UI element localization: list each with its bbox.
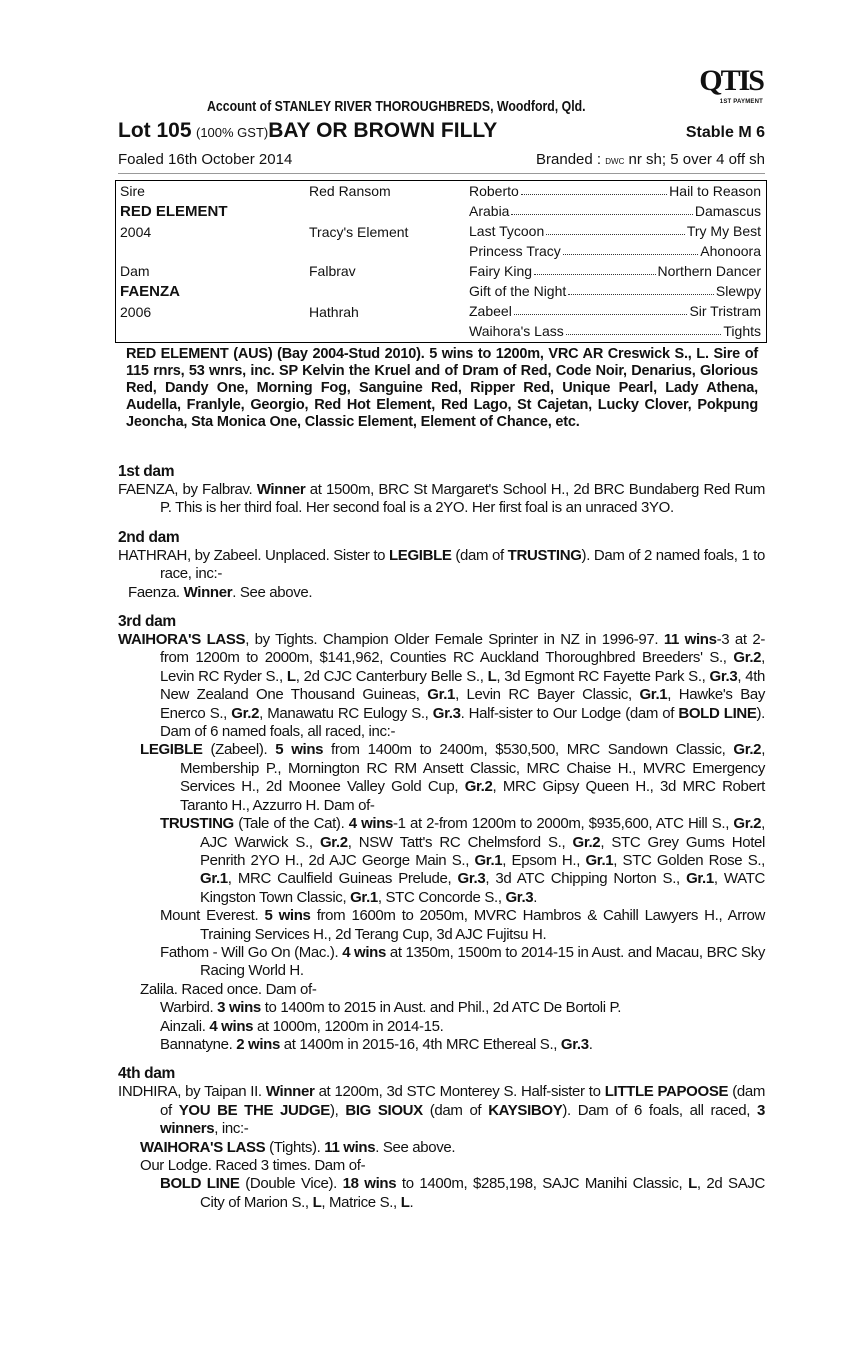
pedigree-entry <box>118 815 765 907</box>
entry-text: , STC Concorde S., <box>377 888 506 906</box>
ancestor-sire: Slewpy <box>715 283 761 299</box>
sire-name: RED ELEMENT <box>120 203 228 220</box>
lot-line <box>118 119 765 145</box>
dam-section <box>118 1064 765 1212</box>
bold-text: 4 wins <box>348 815 394 833</box>
entry-text: ). Dam of 2 named foals, 1 to race, inc:- <box>160 546 765 583</box>
bold-text: 5 wins <box>264 907 311 925</box>
ancestor-name: Fairy King <box>469 263 533 279</box>
bold-text: 4 wins <box>209 1017 254 1035</box>
entry-text: , Levin RC Ryder S., <box>160 649 765 685</box>
divider <box>118 173 765 174</box>
bold-text: L <box>286 667 296 685</box>
entry-text: from 1400m to 2400m, $530,500, MRC Sandown Classic, <box>323 741 734 759</box>
entry-text: . See above. <box>232 583 313 601</box>
bold-text: Winner <box>256 481 306 498</box>
entry-text: , MRC Gipsy Queen H., 3d MRC Robert Taranto H., Azzurro H. Dam of- <box>180 778 765 814</box>
qtis-logo <box>683 64 763 106</box>
gst-note: (100% GST) <box>195 125 269 140</box>
entry-text: , AJC Warwick S., <box>200 815 765 851</box>
bold-text: Gr.3 <box>505 888 534 906</box>
bold-text: TRUSTING <box>507 546 582 564</box>
entry-text: , Membership P., Mornington RC RM Ansett Classic, MRC Chaise H., MVRC Emergency Services H., 2d Moonee Valley Gold Cup, <box>180 741 766 796</box>
lot-description: BAY OR BROWN FILLY <box>268 119 498 142</box>
bold-text: Gr.3 <box>560 1035 589 1053</box>
dam-sire: Falbrav <box>309 263 356 279</box>
dot-leader <box>546 221 685 235</box>
entry-text: , 2d CJC Canterbury Belle S., <box>295 667 488 685</box>
logo-subtext: 1ST PAYMENT <box>719 99 763 105</box>
pedigree-entry <box>118 1036 765 1054</box>
branded-info <box>536 151 765 171</box>
entry-text: , Matrice S., <box>321 1193 401 1211</box>
entry-text: Zalila. Raced once. Dam of- <box>140 980 317 998</box>
sire-dam: Tracy's Element <box>309 224 409 240</box>
bold-text: Gr.1 <box>585 851 614 869</box>
branded-text: nr sh; 5 over 4 off sh <box>628 151 765 168</box>
brand-mark: DWC <box>605 157 625 166</box>
sire-summary: RED ELEMENT (AUS) (Bay 2004-Stud 2010). 5 wins to 1200m, VRC AR Creswick S., L. Sire of 115 rnrs, 53 wnrs, inc. SP Kelvin the Kruel and of Dram of Red, Code Noir, Denarius, Glorious Red, Dandy One, Morning Fog, Sanguine Red, Ripper Red, Unique Pearl, Lady Athena, Audella, Franlyle, Georgio, Red Hot Element, Red Lago, St Cajetan, Lucky Clover, Pokpung Jeoncha, Sta Monica One, Classic Element, Element of Chance, etc. <box>126 346 758 430</box>
bold-text: 3 winners <box>160 1101 765 1138</box>
entry-text: , 2d SAJC City of Marion S., <box>200 1175 765 1211</box>
ancestor-name: Gift of the Night <box>469 283 567 299</box>
bold-text: L <box>688 1175 697 1193</box>
entry-text: Faenza. <box>128 583 184 601</box>
entry-text: at 1000m, 1200m in 2014-15. <box>253 1017 444 1035</box>
entry-text: , 4th New Zealand One Thousand Guineas, <box>160 667 766 704</box>
entry-text: , WATC Kingston Town Classic, <box>200 870 765 906</box>
bold-text: L <box>487 667 497 685</box>
dot-leader <box>566 321 722 335</box>
dot-leader <box>521 181 667 195</box>
entry-text: ). Dam of 6 foals, all raced, <box>562 1101 757 1119</box>
bold-text: WAIHORA'S LASS <box>118 631 246 649</box>
section-heading: 2nd dam <box>118 528 180 546</box>
pedigree-ancestor <box>469 321 761 341</box>
entry-text: (dam of <box>160 1083 766 1119</box>
entry-text: Our Lodge. Raced 3 times. Dam of- <box>140 1157 366 1174</box>
ancestor-name: Roberto <box>469 183 519 199</box>
dot-leader <box>511 201 692 215</box>
entry-text: HATHRAH, by Zabeel. Unplaced. Sister to <box>118 546 389 564</box>
dam-name: FAENZA <box>120 283 180 300</box>
vendor-account: Account of STANLEY RIVER THOROUGHBREDS, Woodford, Qld. <box>207 98 586 115</box>
entry-text: to 1400m to 2015 in Aust. and Phil., 2d ATC De Bortoli P. <box>260 999 622 1017</box>
ancestor-sire: Damascus <box>694 203 761 219</box>
entry-text: ). Dam of 6 named foals, all raced, inc:- <box>160 704 765 741</box>
ancestor-sire: Hail to Reason <box>669 183 761 199</box>
ancestor-name: Zabeel <box>469 303 512 319</box>
pedigree-entry <box>118 1175 765 1212</box>
pedigree-ancestor <box>469 241 761 261</box>
sire-year: 2004 <box>120 224 152 240</box>
bold-text: Gr.1 <box>350 888 378 906</box>
bold-text: Gr.2 <box>733 741 762 759</box>
entry-text: , STC Grey Gums Hotel Penrith 2YO H., 2d AJC George Main S., <box>200 833 765 869</box>
pedigree-ancestor <box>469 221 761 241</box>
entry-text: Fathom - Will Go On (Mac.). <box>160 943 343 961</box>
entry-text: . <box>409 1193 414 1211</box>
entry-text: at 1400m in 2015-16, 4th MRC Ethereal S., <box>279 1035 561 1053</box>
entry-text: . <box>533 888 538 906</box>
bold-text: Gr.1 <box>200 870 228 888</box>
ancestor-sire: Tights <box>723 323 761 339</box>
section-heading: 4th dam <box>118 1065 175 1083</box>
entry-text: , Levin RC Bayer Classic, <box>455 686 640 704</box>
pedigree-entry <box>118 1157 765 1175</box>
bold-text: Gr.3 <box>432 704 461 722</box>
dam-section <box>118 612 765 1054</box>
entry-text: , inc:- <box>214 1120 249 1138</box>
bold-text: KAYSIBOY <box>488 1101 563 1119</box>
entry-text: (Tights). <box>265 1138 325 1156</box>
entry-text: (dam of <box>451 546 508 564</box>
logo-text: QTIS <box>699 64 763 97</box>
entry-text: , 3d ATC Chipping Norton S., <box>485 870 687 888</box>
entry-text: , 3d Egmont RC Fayette Park S., <box>496 667 710 685</box>
entry-text: , MRC Caulfield Guineas Prelude, <box>227 870 458 888</box>
bold-text: 5 wins <box>275 741 324 759</box>
pedigree-entry <box>118 1139 765 1157</box>
entry-text: to 1400m, $285,198, SAJC Manihi Classic, <box>396 1175 689 1193</box>
pedigree-entry <box>118 944 765 981</box>
entry-text: (Tale of the Cat). <box>233 815 349 833</box>
pedigree-entry <box>118 631 765 741</box>
section-heading: 3rd dam <box>118 613 176 631</box>
ancestor-name: Waihora's Lass <box>469 323 564 339</box>
lot-heading <box>118 119 497 143</box>
bold-text: BIG SIOUX <box>345 1101 423 1119</box>
dot-leader <box>514 301 688 315</box>
bold-text: Gr.1 <box>639 686 668 704</box>
entry-text: -3 at 2-from 1200m to 2000m, $141,962, Counties RC Auckland Thoroughbred Breeders' S., <box>160 631 765 667</box>
bold-text: 18 wins <box>342 1175 397 1193</box>
pedigree-table <box>115 180 767 343</box>
dam-dam: Hathrah <box>309 304 359 320</box>
pedigree-entry <box>118 547 765 584</box>
branded-label: Branded : <box>536 151 602 168</box>
pedigree-entry <box>118 981 765 999</box>
pedigree-ancestor <box>469 261 761 281</box>
entry-text: Mount Everest. <box>160 907 265 925</box>
stable-location: Stable M 6 <box>685 124 765 141</box>
bold-text: WAIHORA'S LASS <box>140 1138 266 1156</box>
pedigree-entry <box>118 1018 765 1036</box>
pedigree-entry <box>118 741 765 815</box>
pedigree-entry <box>118 999 765 1017</box>
entry-text: . See above. <box>375 1138 456 1156</box>
entry-text: , Manawatu RC Eulogy S., <box>259 704 433 722</box>
entry-text: . Half-sister to Our Lodge (dam of <box>460 704 679 722</box>
ancestor-name: Last Tycoon <box>469 223 545 239</box>
bold-text: Gr.3 <box>457 870 486 888</box>
entry-text: Bannatyne. <box>160 1035 237 1053</box>
entry-text: -1 at 2-from 1200m to 2000m, $935,600, ATC Hill S., <box>393 815 734 833</box>
dam-section <box>118 462 765 518</box>
pedigree-entry <box>118 907 765 944</box>
foaled-date: Foaled 16th October 2014 <box>118 151 293 168</box>
bold-text: BOLD LINE <box>678 704 757 722</box>
bold-text: 11 wins <box>324 1138 376 1156</box>
bold-text: Gr.2 <box>572 833 601 851</box>
bold-text: LEGIBLE <box>140 741 203 759</box>
ancestor-sire: Northern Dancer <box>657 263 761 279</box>
entry-text: , STC Golden Rose S., <box>613 851 765 869</box>
sire-label: Sire <box>120 183 145 199</box>
ancestor-sire: Sir Tristram <box>689 303 761 319</box>
sire-sire: Red Ransom <box>309 183 391 199</box>
bold-text: YOU BE THE JUDGE <box>178 1101 330 1119</box>
ancestor-sire: Ahonoora <box>700 243 761 259</box>
bold-text: LEGIBLE <box>388 546 452 564</box>
bold-text: L <box>400 1193 410 1211</box>
dam-label: Dam <box>120 263 150 279</box>
section-heading: 1st dam <box>118 463 175 480</box>
entry-text: (Double Vice). <box>239 1175 343 1193</box>
entry-text: (Zabeel). <box>202 741 276 759</box>
bold-text: BOLD LINE <box>160 1175 240 1193</box>
entry-text: at 1200m, 3d STC Monterey S. Half-sister to <box>314 1083 605 1101</box>
entry-text: Warbird. <box>160 999 218 1017</box>
pedigree-ancestor <box>469 301 761 321</box>
entry-text: (dam of <box>422 1101 489 1119</box>
entry-text: from 1600m to 2050m, MVRC Hambros & Cahill Lawyers H., Arrow Training Services H., 2d Terang Cup, 3d AJC Fujitsu H. <box>200 907 766 943</box>
entry-text: Ainzali. <box>160 1017 210 1035</box>
entry-text: ), <box>329 1101 346 1119</box>
ancestor-name: Arabia <box>469 203 510 219</box>
bold-text: Gr.2 <box>733 815 762 833</box>
bold-text: Winner <box>183 583 233 601</box>
pedigree-ancestor <box>469 281 761 301</box>
pedigree-ancestor <box>469 201 761 221</box>
pedigree-entry <box>118 1083 765 1138</box>
entry-text: , by Tights. Champion Older Female Sprinter in NZ in 1996-97. <box>245 631 664 649</box>
entry-text: , NSW Tatt's RC Chelmsford S., <box>347 833 573 851</box>
bold-text: 4 wins <box>342 943 386 961</box>
bold-text: Gr.2 <box>733 649 762 667</box>
entry-text: . <box>588 1035 593 1053</box>
entry-text: at 1500m, BRC St Margaret's School H., 2d BRC Bundaberg Red Rum P. This is her third foal. Her second foal is a 2YO. Her first foal is an unraced 3YO. <box>160 481 765 517</box>
bold-text: 11 wins <box>663 631 717 649</box>
bold-text: Gr.1 <box>427 686 456 704</box>
bold-text: TRUSTING <box>160 815 234 833</box>
bold-text: 3 wins <box>217 999 261 1017</box>
entry-text: , Hawke's Bay Enerco S., <box>160 686 765 722</box>
dot-leader <box>568 281 714 295</box>
bold-text: Gr.1 <box>686 870 714 888</box>
bold-text: L <box>312 1193 322 1211</box>
dam-section <box>118 528 765 602</box>
entry-text: at 1350m, 1500m to 2014-15 in Aust. and Macau, BRC Sky Racing World H. <box>200 943 766 980</box>
ancestor-sire: Try My Best <box>686 223 761 239</box>
bold-text: LITTLE PAPOOSE <box>604 1083 729 1101</box>
ancestor-name: Princess Tracy <box>469 243 561 259</box>
pedigree-entry <box>118 481 765 518</box>
bold-text: Winner <box>265 1083 315 1101</box>
bold-text: Gr.2 <box>319 833 348 851</box>
bold-text: Gr.1 <box>474 851 503 869</box>
bold-text: 2 wins <box>236 1035 280 1053</box>
bold-text: Gr.2 <box>231 704 260 722</box>
bold-text: Gr.2 <box>464 778 493 796</box>
dot-leader <box>563 241 698 255</box>
family-details <box>118 462 765 1222</box>
dam-year: 2006 <box>120 304 152 320</box>
pedigree-ancestor <box>469 181 761 201</box>
bold-text: Gr.3 <box>709 667 738 685</box>
entry-text: FAENZA, by Falbrav. <box>118 481 257 498</box>
entry-text: INDHIRA, by Taipan II. <box>118 1083 266 1101</box>
lot-number: Lot 105 <box>118 119 192 142</box>
dot-leader <box>534 261 655 275</box>
pedigree-entry <box>118 584 765 602</box>
entry-text: , Epsom H., <box>502 851 586 869</box>
